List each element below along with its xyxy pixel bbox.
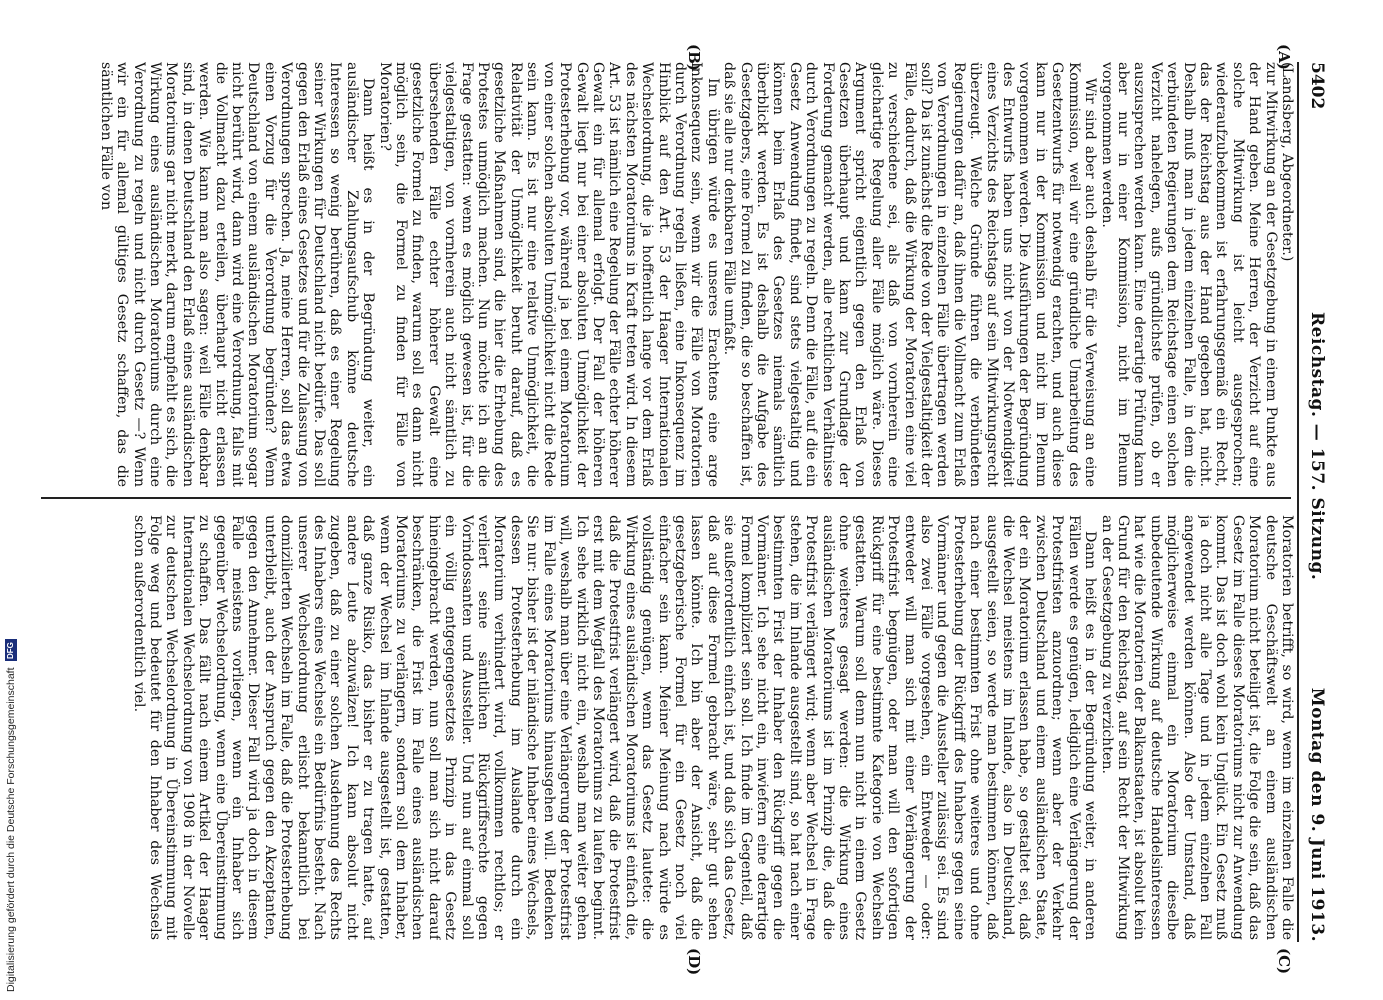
header-session-title: Reichstag. — 157. Sitzung.: [1307, 312, 1327, 581]
header-date: Montag den 9. Juni 1913.: [1307, 687, 1327, 942]
page-number: 5402: [1307, 62, 1327, 110]
margin-marker-a: (A): [1275, 44, 1293, 70]
paragraph: Im übrigen würde es unseres Erachtens eine arge Inkonsequenz sein, wenn wir die Fälle von Moratorien durch Verordnung regeln ließen, eine Inkonsequenz im Hinblick auf den Art. 53 der Haager Internationalen Wechselordnung, die ja hoffentlich lange vor dem Erlaß des nächsten Moratoriums in Kraft treten wird. In diesem Art. 53 ist nämlich eine Regelung der Fälle echter höherer Gewalt ein für allemal erfolgt. Der Fall der höheren Gewalt liegt nur bei einer absoluten Unmöglichkeit der Protesterhebung vor, während ja bei einem Moratorium von einer solchen absoluten Unmöglichkeit nicht die Rede sein kann. Es ist nur eine relative Unmöglichkeit, die Relativität der Unmöglichkeit beruht darauf, daß es gesetzliche Maßnahmen sind, die hier die Erhebung des Protestes unmöglich machen. Nun möchte ich an die Frage gestatten: wenn es möglich gewesen ist, für die vielgestaltigen, von vornherein auch nicht sämtlich zu übersehenden Fälle echter höherer Gewalt eine gesetzliche Formel zu finden, warum soll es dann nicht möglich sein, die Formel zu finden für Fälle von Moratorien?: [376, 62, 721, 487]
speaker-attribution: (Landsberg, Abgeordneter.): [1279, 62, 1295, 262]
margin-marker-d: (D): [685, 948, 703, 976]
dfg-logo: DFG: [5, 639, 17, 661]
digitization-credit: [4, 612, 18, 992]
paragraph: zur Mitwirkung an der Gesetzgebung in einem Punkte aus der Hand geben. Meine Herren, der Verzicht auf eine solche Mitwirkung ist leicht ausgesprochen; wiederaufzubekommen ist erfahrungsgemäß ein Recht, das der Reichstag aus der Hand gegeben hat, nicht. Deshalb muß man in jedem einzelnen Falle, in dem die verbündeten Regierungen dem Reichstage einen solchen Verzicht nahelegen, aufs gründlichste prüfen, ob er auszusprechen werden kann. Eine derartige Prüfung kann aber nur in einer Kommission, nicht im Plenum vorgenommen werden.: [1098, 62, 1279, 487]
margin-marker-b: (B): [685, 44, 703, 71]
left-column: [45, 62, 1295, 487]
paragraph: Dann heißt es in der Begründung weiter, in anderen Fällen werde es genügen, lediglich eine Verlängerung der Protestfristen anzuordnen; wenn aber der Verkehr zwischen Deutschland und einem ausländischen Staate, der ein Moratorium erlassen habe, so gestaltet sei, daß die Wechsel meistens im Inlande, also in Deutschland, ausgestellt seien, so werde man bestimmen können, daß nach einer bestimmten Frist ohne weiteres und ohne Protesterhebung der Rückgriff des Inhabers gegen seine Vormänner und gegen die Aussteller zulässig sei. Es sind also zwei Fälle vorgesehen, ein Entweder — oder: entweder will man sich mit einer Verlängerung der Protestfrist begnügen, oder man will den sofortigen Rückgriff für eine bestimmte Kategorie von Wechseln gestatten. Warum soll denn nun nicht in einem Gesetz ohne weiteres gesagt werden: die Wirkung eines ausländischen Moratoriums ist im Prinzip die, daß die Protestfrist verlängert wird; wenn aber Wechsel in Frage stehen, die im Inlande ausgestellt sind, so hat nach einer bestimmten Frist der Inhaber den Rückgriff gegen die Vormänner. Ich sehe nicht ein, inwiefern eine derartige Formel kompliziert sein soll. Ich finde im Gegenteil, daß sie außerordentlich einfach ist, und daß sich das Gesetz, daß auf diese Formel gebracht wäre, sehr gut sehen lassen könnte. Ich bin aber der Ansicht, daß die gesetzgeberische Formel für ein Gesetz noch viel einfacher sein kann. Meiner Meinung nach würde es vollständig genügen, wenn das Gesetz lautete: die Wirkung eines ausländischen Moratoriums ist einfach die, daß die Protestfrist verlängert wird, daß die Protestfrist erst mit dem Wegfall des Moratoriums zu laufen beginnt. Ich sehe wirklich nicht ein, weshalb man weiter gehen will, weshalb man über eine Verlängerung der Protestfrist im Falle eines Moratoriums hinausgehen will. Bedenken Sie nur: bisher ist der inländische Inhaber eines Wechsels, dessen Protesterhebung im Auslande durch ein Moratorium verhindert wird, vollkommen rechtlos; er verliert seine sämtlichen Rückgriffsrechte gegen Vorindossanten und Aussteller. Und nun auf einmal soll ein völlig entgegengesetztes Prinzip in das Gesetz hineingebracht werden, nun soll man sich nicht darauf beschränken, die Frist im Falle eines ausländischen Moratoriums zu verlängern, sondern soll dem Inhaber, wenn der Wechsel im Inlande ausgestellt ist, gestatten, daß ganze Risiko, das bisher er zu tragen hatte, auf andere Leute abzuwälzen! Ich kann absolut nicht zugeben, daß zu einer solchen Ausdehnung des Rechts des Inhabers eines Wechsels ein Bedürfnis besteht. Nach unserer Wechselordnung erlischt bekanntlich bei domizilierten Wechseln im Falle, daß die Protesterhebung unterbleibt, auch der Anspruch gegen den Akzeptanten, gegen den Annehmer. Dieser Fall wird ja doch in diesem Falle meistens vorliegen, wenn ein Inhaber sich gegenüber Wechselordnung, wenn eine Übereinstimmung zu schaffen. Das fällt nach einem Artikel der Haager Internationalen Wechselordnung von 1908 in der Novelle zur deutschen Wechselordnung in Übereinstimmung mit Folge weg und bedeutet für den Inhaber des Wechsels schon außerordentlich viel.: [130, 515, 1099, 940]
paragraph: Wir sind aber auch deshalb für die Verweisung an eine Kommission, weil wir eine gründliche Umarbeitung des Gesetzentwurfs für notwendig erachten, und auch diese kann nur in der Kommission und nicht im Plenum vorgenommen werden. Die Ausführungen der Begründung des Entwurfs haben uns nicht von der Notwendigkeit eines Verzichts des Reichstags auf sein Mitwirkungsrecht überzeugt. Welche Gründe führen die verbündeten Regierungen dafür an, daß ihnen die Vollmacht zum Erlaß von Verordnungen in einzelnen Fälle übertragen werden soll? Da ist zunächst die Rede von der Vielgestaltigkeit der Fälle, dadurch, daß die Wirkung der Moratorien eine viel zu verschiedene sei, als daß von vornherein eine gleichartige Regelung aller Fälle möglich wäre. Dieses Argument spricht eigentlich gegen den Erlaß von Gesetzen überhaupt und kann zur Grundlage der Forderung gemacht werden, alle rechtlichen Verhältnisse durch Verordnungen zu regeln. Denn die Fälle, auf die ein Gesetz Anwendung findet, sind stets vielgestaltig und können beim Erlaß des Gesetzes niemals sämtlich überblickt werden. Es ist deshalb die Aufgabe des Gesetzgebers, eine Formel zu finden, die so beschaffen ist, daß sie alle nur denkbaren Fälle umfaßt.: [721, 62, 1099, 487]
paragraph: Dann heißt es in der Begründung weiter, ein ausländischer Zahlungsaufschub könne deutsche Interessen so wenig berühren, daß es einer Regelung seiner Wirkungen für Deutschland nicht bedürfe. Das soll gegen den Erlaß eines Gesetzes und für die Zulassung von Verordnungen sprechen. Ja, meine Herren, soll das etwa einen Vorzug für die Verordnung begründen? Wenn Deutschland von einem ausländischen Moratorium sogar nicht berührt wird, dann wird eine Verordnung, falls mit die Vollmacht dazu erteilen, überhaupt nicht erlassen werden. Wie kann man also sagen: weil Fälle denkbar sind, in denen Deutschland den Erlaß eines ausländischen Moratoriums gar nicht merkt, darum empfiehlt es sich, die Wirkung eines ausländischen Moratoriums durch eine Verordnung zu regeln und nicht durch Gesetz —? Wenn wir ein für allemal gültiges Gesetz schaffen, das die sämtlichen Fälle von: [97, 62, 377, 487]
right-column: [45, 515, 1295, 940]
credit-text: Digitalisierung gefördert durch die Deutsche Forschungsgemeinschaft: [5, 667, 17, 992]
margin-marker-c: (C): [1275, 948, 1293, 975]
column-divider: [41, 497, 1291, 499]
page-header: [1301, 62, 1327, 942]
header-rule: [1297, 62, 1299, 942]
paragraph: Moratorien betrifft, so wird, wenn im einzelnen Falle die deutsche Geschäftswelt an einem ausländischen Moratorium nicht beteiligt ist, die Folge die sein, daß das Gesetz im Falle dieses Moratoriums nicht zur Anwendung kommt. Das ist doch wohl kein Unglück. Ein Gesetz muß ja doch nicht alle Tage und in jedem einzelnen Fall angewendet werden können. Also der Umstand, daß möglicherweise einmal ein Moratorium dieselbe unbedeutende Wirkung auf deutsche Handelsinteressen hat wie die Moratorien der Balkanstaaten, ist absolut kein Grund für den Reichstag, auf sein Recht der Mitwirkung an der Gesetzgebung zu verzichten.: [1098, 515, 1295, 940]
